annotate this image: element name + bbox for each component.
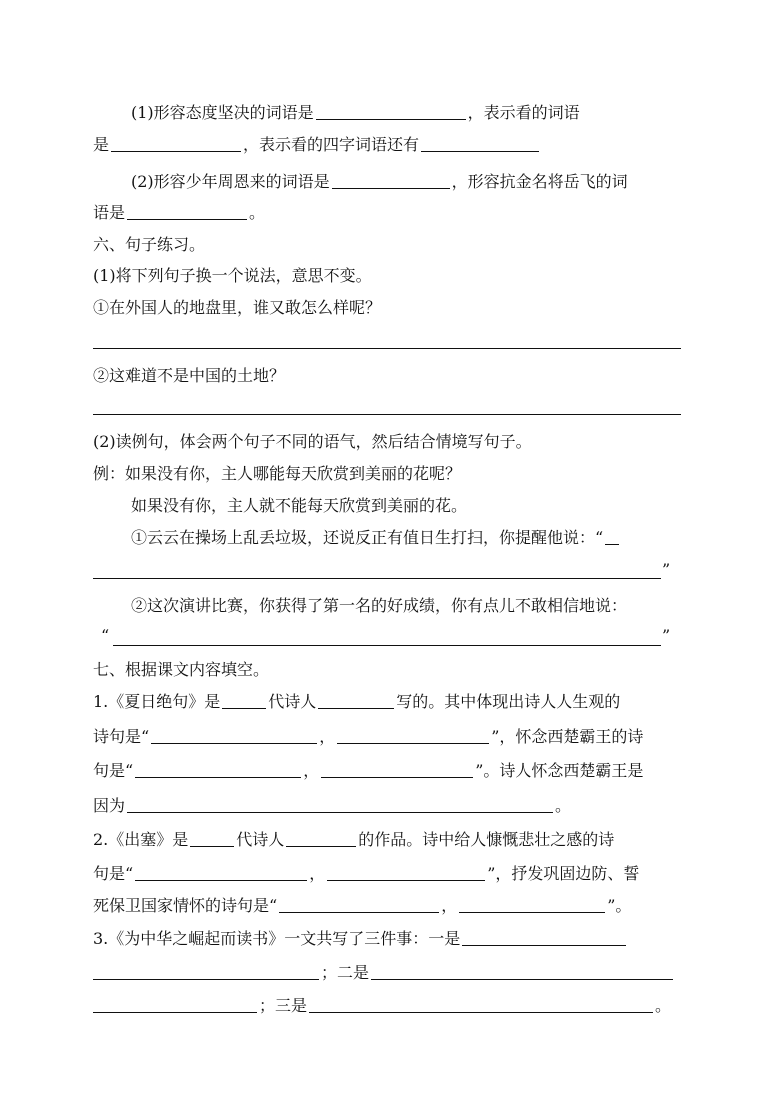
s6-part2-instruction: (2)读例句，体会两个句子不同的语气，然后结合情境写句子。 (93, 432, 532, 451)
answer-blank[interactable] (286, 831, 356, 847)
answer-blank[interactable] (327, 865, 485, 881)
s5-q2-line1 (131, 172, 687, 192)
question-text: 代诗人 (268, 692, 317, 711)
s6-part1-instruction: (1)将下列句子换一个说法，意思不变。 (93, 266, 372, 285)
s6-part2-item1 (131, 528, 687, 548)
question-text: 的作品。诗中给人慷慨悲壮之感的诗 (358, 830, 615, 849)
question-text: ， (303, 761, 320, 780)
answer-line[interactable] (93, 348, 681, 349)
s6-example: 例：如果没有你，主人哪能每天欣赏到美丽的花呢？ (93, 464, 462, 483)
question-text: ， (441, 896, 458, 915)
s5-q2-line2 (93, 203, 687, 223)
s7-q1-line1 (93, 692, 687, 712)
answer-blank[interactable] (462, 930, 626, 946)
question-text: 3.《为中华之崛起而读书》一文共写了三件事：一是 (93, 929, 461, 948)
answer-line[interactable] (93, 578, 661, 579)
question-text: ”，怀念西楚霸王的诗 (491, 727, 644, 746)
s6-part2-item2: ②这次演讲比赛，你获得了第一名的好成绩，你有点儿不敢相信地说： (131, 596, 628, 615)
question-text: 1.《夏日绝句》是 (93, 692, 221, 711)
question-text: 。 (249, 203, 266, 222)
closing-quote: ” (662, 560, 671, 579)
question-text: 。 (555, 796, 572, 815)
answer-blank[interactable] (93, 997, 257, 1013)
question-text: ，形容抗金名将岳飞的词 (451, 172, 628, 191)
answer-blank[interactable] (135, 865, 307, 881)
question-text: ，表示看的词语 (467, 103, 580, 122)
question-text: (2)形容少年周恩来的词语是 (131, 172, 330, 191)
answer-blank[interactable] (93, 964, 319, 980)
answer-blank[interactable] (605, 529, 619, 545)
s7-q1-line4 (93, 796, 687, 816)
answer-line[interactable] (93, 414, 681, 415)
question-text: 2.《出塞》是 (93, 830, 189, 849)
question-text: 死保卫国家情怀的诗句是“ (93, 896, 278, 915)
s7-q2-line1 (93, 830, 687, 850)
s7-q2-line3 (93, 896, 687, 916)
answer-blank[interactable] (309, 997, 653, 1013)
answer-blank[interactable] (222, 693, 266, 709)
s7-q2-line2 (93, 864, 687, 884)
s7-q3-line2 (93, 963, 687, 983)
answer-blank[interactable] (459, 897, 605, 913)
answer-blank[interactable] (135, 762, 301, 778)
answer-blank[interactable] (127, 204, 247, 220)
question-text: ”，抒发巩固边防、誓 (487, 864, 640, 883)
answer-blank[interactable] (151, 728, 317, 744)
closing-quote: ” (662, 626, 671, 645)
s6-example-2: 如果没有你，主人就不能每天欣赏到美丽的花。 (131, 496, 468, 515)
question-text: 代诗人 (236, 830, 285, 849)
s7-q3-line3 (93, 996, 687, 1016)
question-text: 因为 (93, 796, 126, 815)
question-text: ；三是 (259, 996, 308, 1015)
question-text: 写的。其中体现出诗人人生观的 (396, 692, 621, 711)
answer-blank[interactable] (279, 897, 439, 913)
answer-blank[interactable] (111, 136, 241, 152)
s5-q1-line2 (93, 135, 687, 155)
s7-q1-line3 (93, 761, 687, 781)
question-text: ①云云在操场上乱丢垃圾，还说反正有值日生打扫，你提醒他说：“ (131, 528, 604, 547)
question-text: ，表示看的四字词语还有 (243, 135, 420, 154)
s5-q1-line1 (131, 103, 687, 123)
answer-blank[interactable] (318, 693, 394, 709)
s7-q3-line1 (93, 929, 687, 949)
s6-part1-item1: ①在外国人的地盘里，谁又敢怎么样呢？ (93, 298, 382, 317)
question-text: ， (309, 864, 326, 883)
answer-blank[interactable] (421, 136, 539, 152)
answer-blank[interactable] (127, 797, 553, 813)
opening-quote: “ (101, 626, 110, 645)
section-7-heading: 七、根据课文内容填空。 (93, 660, 270, 679)
question-text: 语是 (93, 203, 126, 222)
s6-part1-item2: ②这难道不是中国的土地？ (93, 366, 286, 385)
answer-blank[interactable] (337, 728, 489, 744)
question-text: 诗句是“ (93, 727, 150, 746)
question-text: 句是“ (93, 864, 134, 883)
question-text: 句是“ (93, 761, 134, 780)
section-6-heading: 六、句子练习。 (93, 235, 206, 254)
answer-blank[interactable] (316, 104, 466, 120)
answer-blank[interactable] (332, 173, 450, 189)
question-text: ；二是 (321, 963, 370, 982)
question-text: ”。诗人怀念西楚霸王是 (475, 761, 644, 780)
question-text: ， (319, 727, 336, 746)
answer-blank[interactable] (371, 964, 673, 980)
answer-blank[interactable] (321, 762, 473, 778)
question-text: 。 (655, 996, 672, 1015)
question-text: 是 (93, 135, 110, 154)
answer-line[interactable] (113, 645, 661, 646)
question-text: ”。 (607, 896, 632, 915)
answer-blank[interactable] (190, 831, 234, 847)
question-text: (1)形容态度坚决的词语是 (131, 103, 314, 122)
s7-q1-line2 (93, 727, 687, 747)
